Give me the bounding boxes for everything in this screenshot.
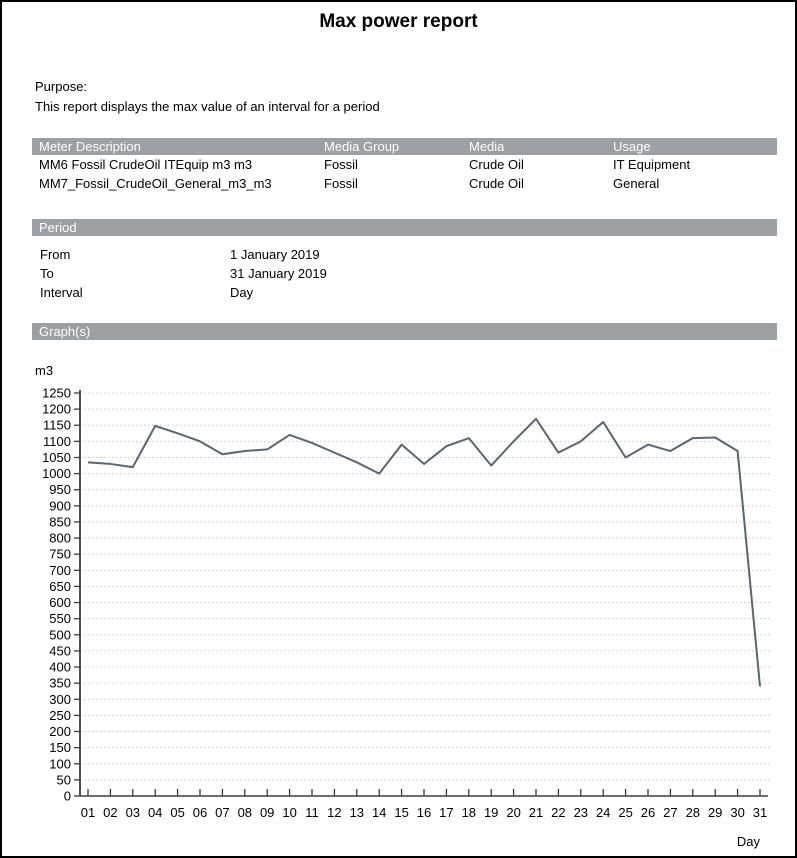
x-tick-label: 17	[439, 805, 454, 820]
x-tick-label: 31	[752, 805, 768, 820]
period-row-value: 31 January 2019	[230, 266, 327, 281]
period-row	[32, 247, 777, 266]
x-tick-label: 20	[506, 805, 521, 820]
x-tick-label: 13	[349, 805, 365, 820]
table-cell: Crude Oil	[469, 176, 524, 191]
x-tick-label: 03	[125, 805, 141, 820]
meter-table-body	[32, 157, 777, 195]
x-tick-label: 01	[80, 805, 96, 820]
x-tick-label: 22	[551, 805, 566, 820]
x-tick-label: 24	[595, 805, 611, 820]
period-section-label: Period	[39, 220, 77, 235]
x-tick-label: 14	[371, 805, 387, 820]
period-row	[32, 266, 777, 285]
y-tick-label: 1200	[42, 401, 71, 417]
column-header-usage: Usage	[613, 139, 651, 154]
table-cell: MM6 Fossil CrudeOil ITEquip m3 m3	[39, 157, 253, 172]
x-tick-label: 07	[215, 805, 230, 820]
x-tick-label: 21	[528, 805, 544, 820]
y-tick-label: 300	[49, 691, 71, 707]
y-tick-label: 650	[49, 578, 71, 594]
y-tick-label: 600	[49, 595, 71, 611]
graphs-section-header	[32, 323, 777, 340]
period-row	[32, 285, 777, 304]
meter-table-header	[32, 138, 777, 155]
y-tick-label: 50	[56, 772, 71, 788]
x-tick-label: 19	[483, 805, 499, 820]
table-cell: Fossil	[324, 176, 358, 191]
y-tick-label: 400	[49, 659, 71, 675]
y-tick-label: 500	[49, 627, 71, 643]
x-tick-label: 16	[416, 805, 432, 820]
line-chart	[2, 352, 797, 858]
y-tick-label: 1150	[43, 417, 71, 433]
table-row	[32, 157, 777, 176]
x-tick-label: 09	[259, 805, 275, 820]
y-tick-label: 100	[49, 756, 71, 772]
x-tick-label: 02	[103, 805, 118, 820]
y-tick-label: 250	[49, 707, 71, 723]
period-row-label: To	[40, 266, 54, 281]
y-axis-unit-label: m3	[35, 363, 54, 378]
y-tick-label: 0	[63, 788, 71, 804]
x-tick-label: 27	[663, 805, 678, 820]
x-tick-label: 30	[730, 805, 745, 820]
y-tick-label: 700	[49, 562, 71, 578]
period-section-header	[32, 219, 777, 236]
y-tick-label: 900	[49, 498, 71, 514]
period-details	[32, 247, 777, 304]
table-cell: General	[613, 176, 660, 191]
report-title: Max power report	[319, 11, 478, 32]
y-tick-label: 1050	[42, 449, 71, 465]
table-row	[32, 176, 777, 195]
y-tick-label: 750	[49, 546, 71, 562]
y-tick-label: 1250	[42, 385, 71, 401]
x-axis-unit-label: Day	[736, 834, 760, 849]
x-tick-label: 15	[394, 805, 409, 820]
x-tick-label: 06	[192, 805, 208, 820]
x-tick-label: 10	[282, 805, 297, 820]
x-tick-label: 12	[327, 805, 342, 820]
y-tick-label: 850	[49, 514, 71, 530]
period-row-value: Day	[230, 285, 254, 300]
y-tick-label: 800	[49, 530, 71, 546]
column-header-media-group: Media Group	[324, 139, 400, 154]
y-tick-label: 550	[49, 611, 71, 627]
y-tick-label: 1100	[43, 433, 71, 449]
column-header-media: Media	[469, 139, 505, 154]
period-row-value: 1 January 2019	[230, 247, 320, 262]
x-tick-label: 23	[573, 805, 589, 820]
purpose-label: Purpose:	[35, 79, 88, 94]
y-tick-label: 350	[49, 675, 71, 691]
x-tick-label: 18	[461, 805, 477, 820]
y-tick-label: 450	[49, 643, 71, 659]
column-header-meter-description: Meter Description	[39, 139, 141, 154]
x-tick-label: 25	[618, 805, 633, 820]
table-cell: IT Equipment	[613, 157, 691, 172]
period-row-label: Interval	[40, 285, 83, 300]
table-cell: MM7_Fossil_CrudeOil_General_m3_m3	[39, 176, 272, 191]
y-tick-label: 950	[49, 482, 71, 498]
x-tick-label: 26	[640, 805, 656, 820]
y-tick-label: 200	[49, 724, 71, 740]
x-tick-label: 11	[305, 805, 319, 820]
x-tick-label: 28	[685, 805, 701, 820]
graphs-section-label: Graph(s)	[39, 324, 91, 339]
y-tick-label: 1000	[42, 466, 71, 482]
x-tick-label: 04	[147, 805, 163, 820]
period-row-label: From	[40, 247, 71, 262]
table-cell: Crude Oil	[469, 157, 524, 172]
x-tick-label: 08	[237, 805, 253, 820]
table-cell: Fossil	[324, 157, 358, 172]
x-tick-label: 29	[707, 805, 723, 820]
x-tick-label: 05	[170, 805, 185, 820]
purpose-text: This report displays the max value of an interval for a period	[35, 99, 380, 114]
series-line	[88, 419, 760, 687]
y-tick-label: 150	[49, 740, 71, 756]
